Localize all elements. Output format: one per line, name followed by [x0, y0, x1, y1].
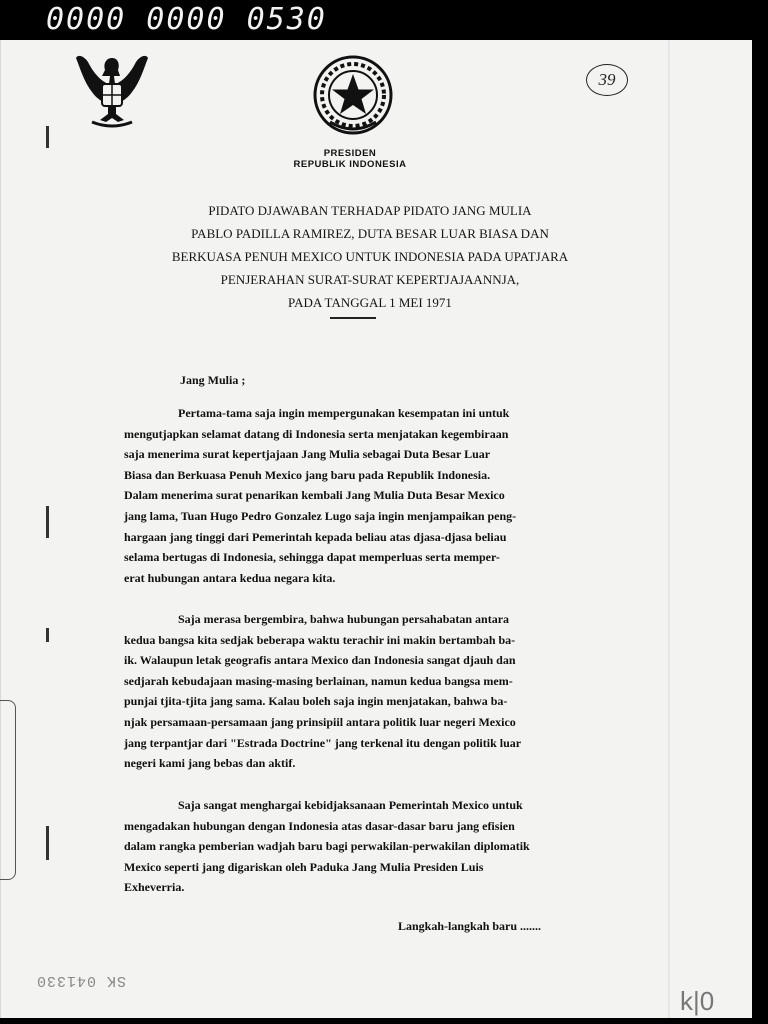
paragraph-line: dalam rangka pemberian wadjah baru bagi perwakilan-perwakilan diplomatik	[124, 839, 530, 854]
paragraph-line: jang lama, Tuan Hugo Pedro Gonzalez Lugo saja ingin menjampaikan peng-	[124, 508, 517, 523]
paragraph-line: negeri kami jang bebas dan aktif.	[124, 756, 296, 771]
title-line: BERKUASA PENUH MEXICO UNTUK INDONESIA PADA UPATJARA	[171, 249, 569, 264]
paragraph-line: njak persamaan-persamaan jang prinsipiil antara politik luar negeri Mexico	[124, 714, 516, 729]
paragraph-2	[124, 609, 624, 774]
office-line-republic: REPUBLIK INDONESIA	[293, 159, 407, 170]
archive-stamp: SK 041330	[36, 972, 127, 989]
title-line: PENJERAHAN SURAT-SURAT KEPERTJAJAANNJA,	[220, 272, 520, 287]
garuda-emblem-icon	[72, 48, 152, 134]
paragraph-line: kedua bangsa kita sedjak beberapa waktu terachir ini makin bertambah ba-	[124, 632, 516, 647]
title-line: PIDATO DJAWABAN TERHADAP PIDATO JANG MULIA	[208, 203, 532, 218]
paragraph-line: Saja sangat menghargai kebidjaksanaan Pemerintah Mexico untuk	[178, 798, 523, 812]
paragraph-line: sedjarah kebudajaan masing-masing berlainan, namun kedua bangsa mem-	[124, 673, 513, 688]
paragraph-line: hargaan jang tinggi dari Pemerintah kepada beliau atas djasa-djasa beliau	[124, 529, 507, 544]
paragraph-line: Saja merasa bergembira, bahwa hubungan persahabatan antara	[178, 612, 510, 626]
title-line: PADA TANGGAL 1 MEI 1971	[288, 295, 452, 310]
salutation: Jang Mulia ;	[180, 373, 246, 387]
presidential-star-seal-icon	[312, 54, 394, 140]
margin-mark	[46, 628, 49, 642]
paragraph-1	[124, 403, 624, 588]
margin-mark	[46, 126, 49, 148]
speech-title	[120, 199, 620, 314]
paragraph-line: saja menerima surat kepertjajaan Jang Mulia sebagai Duta Besar Luar	[124, 447, 491, 462]
paragraph-line: erat hubungan antara kedua negara kita.	[124, 570, 336, 585]
side-tab-outline	[0, 700, 16, 880]
microfilm-frame-code: 0000 0000 0530	[46, 2, 327, 37]
paragraph-line: Biasa dan Berkuasa Penuh Mexico jang baru pada Republik Indonesia.	[124, 467, 491, 482]
margin-mark	[46, 506, 49, 538]
page-fold-line	[668, 40, 670, 1018]
paragraph-line: Exheverria.	[124, 880, 185, 895]
paragraph-line: jang terpantjar dari "Estrada Doctrine" jang terkenal itu dengan politik luar	[124, 735, 522, 750]
paragraph-line: Pertama-tama saja ingin mempergunakan kesempatan ini untuk	[178, 406, 510, 420]
margin-mark	[46, 826, 49, 860]
paragraph-line: ik. Walaupun letak geografis antara Mexico dan Indonesia sangat djauh dan	[124, 653, 516, 668]
corner-marks: k|0	[680, 986, 715, 1016]
paragraph-line: Dalam menerima surat penarikan kembali Jang Mulia Duta Besar Mexico	[124, 488, 505, 503]
title-divider	[330, 317, 376, 319]
title-line: PABLO PADILLA RAMIREZ, DUTA BESAR LUAR BIASA DAN	[191, 226, 549, 241]
paragraph-line: punjai tjita-tjita jang sama. Kalau boleh saja ingin menjatakan, bahwa ba-	[124, 694, 508, 709]
continuation-catchword: Langkah-langkah baru .......	[398, 919, 542, 933]
paragraph-line: mengadakan hubungan dengan Indonesia atas dasar-dasar baru jang efisien	[124, 818, 515, 833]
office-line-president: PRESIDEN	[323, 148, 377, 159]
paragraph-line: selama bertugas di Indonesia, sehingga dapat memperluas serta memper-	[124, 550, 500, 565]
paragraph-line: mengutjapkan selamat datang di Indonesia serta menjatakan kegembiraan	[124, 426, 509, 441]
page-number-circle: 39	[586, 64, 628, 96]
paragraph-3	[124, 795, 624, 898]
paragraph-line: Mexico seperti jang digariskan oleh Paduka Jang Mulia Presiden Luis	[124, 859, 484, 874]
